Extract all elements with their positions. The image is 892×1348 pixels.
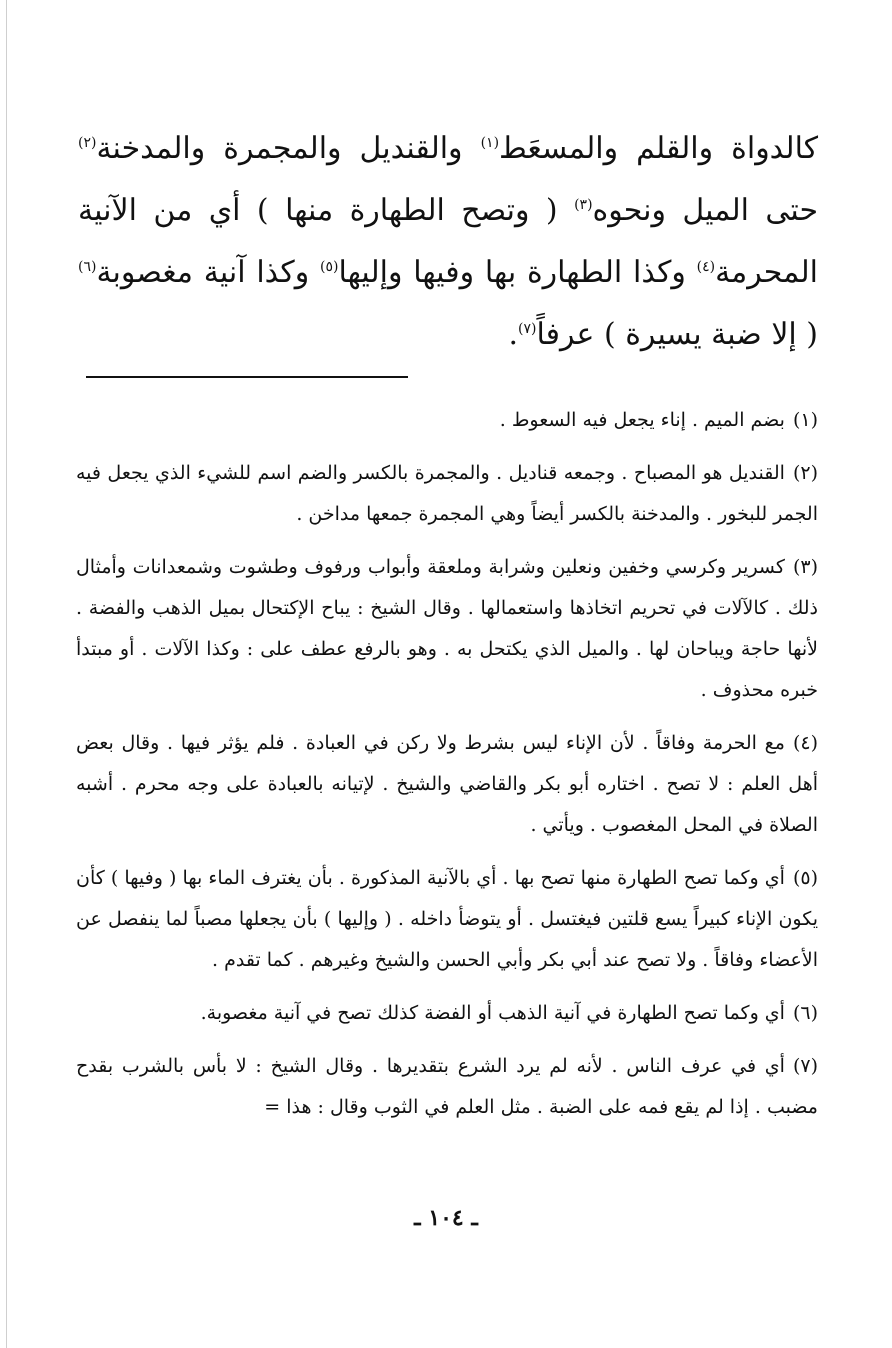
footnote-ref[interactable]: (١) [480,135,500,151]
footnote-separator [86,376,408,378]
main-segment: كالدواة والقلم والمسعَط [499,131,818,166]
main-segment: . [508,317,519,352]
main-text [78,118,818,366]
footnote-text: مع الحرمة وفاقاً . لأن الإناء ليس بشرط ولا ركن في العبادة . فلم يؤثر فيها . وقال بعض أهل العلم : لا تصح . اختاره أبو بكر والقاضي والشيخ . لإتيانه بالعبادة على وجه محرم . أشبه الصلاة في المحل المغصوب . ويأتي . [76,732,818,836]
footnote-number: (٤) [792,732,818,754]
footnote [76,453,818,535]
main-segment: وكذا آنية مغصوبة [96,255,310,290]
footnote [76,547,818,711]
footnote-number: (٧) [792,1055,818,1077]
footnote-ref[interactable]: (٤) [696,259,716,275]
footnote [76,993,818,1034]
scan-edge-line [6,0,7,1348]
main-segment: وكذا الطهارة بها وفيها وإليها [338,255,686,290]
footnote-text: أي وكما تصح الطهارة في آنية الذهب أو الفضة كذلك تصح في آنية مغصوبة. [200,1002,785,1024]
main-paragraph [78,118,818,366]
footnote-text: كسرير وكرسي وخفين ونعلين وشرابة وملعقة وأبواب ورفوف وطشوت وشمعدانات وأمثال ذلك . كالآلات في تحريم اتخاذها واستعمالها . وقال الشيخ : يباح الإكتحال بميل الذهب والفضة . لأنها حاجة ويباحان لها . والميل الذي يكتحل به . وهو بالرفع عطف على : وكذا الآلات . أو مبتدأ خبره محذوف . [76,556,818,701]
footnote-text: أي وكما تصح الطهارة منها تصح بها . أي بالآنية المذكورة . بأن يغترف الماء بها ( وفيها ) كأن يكون الإناء كبيراً يسع قلتين فيغتسل . أو يتوضأ داخله . ( وإليها ) بأن يجعلها مصباً لما ينفصل عن الأعضاء وفاقاً . ولا تصح عند أبي بكر وأبي الحسن والشيخ وغيرهم . كما تقدم . [76,867,818,971]
footnote [76,723,818,846]
footnote-ref[interactable]: (٥) [319,259,339,275]
footnote-ref[interactable]: (٣) [574,197,593,213]
footnote [76,858,818,981]
page-number: ـ ١٠٤ ـ [414,1205,478,1231]
footnote-text: أي في عرف الناس . لأنه لم يرد الشرع بتقديرها . وقال الشيخ : لا بأس بالشرب بقدح مضبب . إذا لم يقع فمه على الضبة . مثل العلم في الثوب وقال : هذا = [76,1055,818,1118]
main-segment: والقنديل والمجمرة والمدخنة [96,131,463,166]
main-segment: ( وتصح الطهارة منها ) أي من الآنية المحرمة [78,193,818,290]
footnotes [76,400,818,1140]
footnote-text: القنديل هو المصباح . وجمعه قناديل . والمجمرة بالكسر والضم اسم للشيء الذي يجعل فيه الجمر للبخور . والمدخنة بالكسر أيضاً وهي المجمرة جمعها مداخن . [76,462,818,525]
footnote [76,1046,818,1128]
main-segment: حتى الميل ونحوه [592,193,818,228]
footnote-number: (٦) [792,1002,818,1024]
footnote-number: (٣) [792,556,818,578]
footnote-ref[interactable]: (٧) [518,321,537,337]
footnote-number: (١) [792,409,818,431]
footnote-ref[interactable]: (٦) [78,259,97,275]
main-segment: ( إلا ضبة يسيرة ) عرفاً [536,317,818,352]
footnote-number: (٢) [792,462,818,484]
footnote-ref[interactable]: (٢) [78,135,97,151]
footnote-number: (٥) [792,867,818,889]
footnote-text: بضم الميم . إناء يجعل فيه السعوط . [499,409,785,431]
footnote [76,400,818,441]
